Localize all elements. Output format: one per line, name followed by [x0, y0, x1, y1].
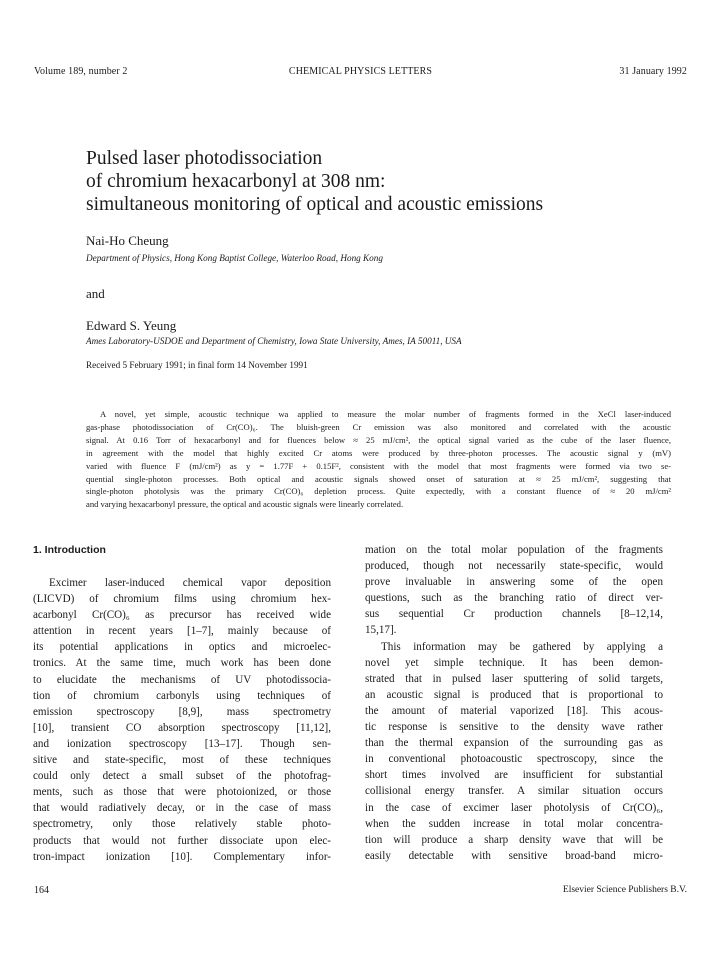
body-line: that would radiatively decay, or in the case of mass [33, 802, 331, 815]
title-line: simultaneous monitoring of optical and acoustic emissions [86, 194, 544, 215]
body-line: [10], transient CO absorption spectroscopy [11,12], [33, 721, 331, 734]
body-line: questions, such as the branching ratio of direct ver- [365, 592, 663, 605]
author-separator: and [86, 286, 105, 301]
body-line: 15,17]. [365, 624, 397, 637]
body-line: sus sequential Cr production channels [8–12,14, [365, 608, 663, 621]
publisher-name: Elsevier Science Publishers B.V. [562, 885, 687, 895]
body-line: novel yet simple technique. It has been demon- [365, 656, 663, 669]
body-line: when the sudden increase in total molar concentra- [365, 817, 663, 830]
author-name: Nai-Ho Cheung [86, 233, 169, 248]
body-line: in conventional photoacoustic spectroscopy, since the [365, 753, 663, 766]
body-line: attention in recent years [1–7], mainly because of [33, 625, 331, 638]
body-line: short times involved are insufficient for substantial [365, 769, 663, 782]
abstract-line: single-photon photolysis was the primary Cr(CO)₆ depletion process. Quite expectedly, with a constant fluence of ≈ 20 mJ/cm² [86, 486, 671, 497]
body-line: tron-impact ionization [10]. Complementary infor- [33, 850, 331, 863]
issue-date: 31 January 1992 [619, 66, 687, 77]
body-line: (LICVD) of chromium films using chromium hex- [33, 593, 331, 606]
author-name: Edward S. Yeung [86, 318, 177, 333]
body-line: collisional energy transfer. A similar situation occurs [365, 785, 663, 798]
abstract-line: and varying hexacarbonyl pressure, the optical and acoustic signals were linearly correlated. [86, 499, 404, 510]
body-line: acarbonyl Cr(CO)₆ as precursor has received wide [33, 609, 331, 622]
body-line: tion of chromium carbonyls using techniques of [33, 689, 331, 702]
body-line: produced, though not necessarily state-specific, would [365, 560, 663, 573]
title-line: Pulsed laser photodissociation [86, 148, 323, 169]
abstract [86, 408, 671, 511]
abstract-line: in agreement with the model that highly excited Cr atoms were produced by three-photon processes. The acoustic signal y (mV) [86, 447, 671, 458]
body-line: an acoustic signal is produced that is proportional to [365, 688, 663, 701]
abstract-line: varied with fluence F (mJ/cm²) as y = 1.77F + 0.15F², consistent with the model that most fragments were formed via two se- [86, 460, 671, 471]
article-title [86, 147, 686, 216]
author-affiliation: Ames Laboratory-USDOE and Department of Chemistry, Iowa State University, Ames, IA 50011, USA [86, 336, 462, 346]
left-column [33, 542, 331, 865]
abstract-line: A novel, yet simple, acoustic technique wa applied to measure the molar number of fragments formed in the XeCl laser-induced [100, 409, 671, 419]
page-number: 164 [34, 885, 49, 896]
body-line: emission spectroscopy [8,9], mass spectrometry [33, 705, 331, 718]
abstract-line: signal. At 0.16 Torr of hexacarbonyl and for fluences below ≈ 25 mJ/cm², the optical signal varied as the cube of the laser fluence, [86, 434, 671, 445]
body-line: easily detectable with sensitive broad-band micro- [365, 849, 663, 862]
body-line: prove invaluable in answering some of the open [365, 576, 663, 589]
body-line: spectrometry, only those relatively stable photo- [33, 818, 331, 831]
abstract-line: gas-phase photodissociation of Cr(CO)₆. The bluish-green Cr emission was also monitored and correlated with the acoustic [86, 421, 671, 432]
volume-number: Volume 189, number 2 [34, 66, 128, 77]
title-line: of chromium hexacarbonyl at 308 nm: [86, 171, 386, 192]
body-line: ments, such as those that were photoionized, or those [33, 786, 331, 799]
body-line: in the case of excimer laser photolysis of Cr(CO)₆, [365, 801, 663, 814]
body-line: Excimer laser-induced chemical vapor deposition [49, 577, 331, 589]
journal-name: CHEMICAL PHYSICS LETTERS [288, 66, 433, 77]
running-head [34, 66, 687, 80]
abstract-line: quential single-photon processes. Both optical and acoustic signals showed onset of saturation at ≈ 25 mJ/cm², suggesting that [86, 473, 671, 484]
received-dates: Received 5 February 1991; in final form 14 November 1991 [86, 360, 308, 370]
body-line: than the thermal expansion of the surrounding gas as [365, 737, 663, 750]
body-line: to elucidate the mechanisms of UV photodissocia- [33, 673, 331, 686]
body-line: mation on the total molar population of the fragments [365, 544, 663, 556]
section-heading: 1. Introduction [33, 544, 106, 556]
body-line: tion will produce a sharp density wave that will be [365, 833, 663, 846]
body-line: tronics. At the same time, much work has been done [33, 657, 331, 670]
body-line: This information may be gathered by applying a [381, 640, 663, 653]
body-line: and ionization spectroscopy [13–17]. Though sen- [33, 737, 331, 750]
body-line: products that would not further dissociate upon elec- [33, 834, 331, 847]
body-line: sitive and state-specific, most of these techniques [33, 754, 331, 767]
body-line: could only detect a small subset of the photofrag- [33, 770, 331, 783]
body-line: its potential applications in optics and microelec- [33, 641, 331, 654]
author-affiliation: Department of Physics, Hong Kong Baptist College, Waterloo Road, Hong Kong [86, 253, 383, 263]
page-footer [34, 885, 687, 899]
body-line: the amount of material vaporized [18]. This acous- [365, 704, 663, 717]
right-column [365, 542, 663, 864]
body-line: strated that in pulsed laser sputtering of solid targets, [365, 672, 663, 685]
body-line: tic response is sensitive to the density wave rather [365, 721, 663, 734]
